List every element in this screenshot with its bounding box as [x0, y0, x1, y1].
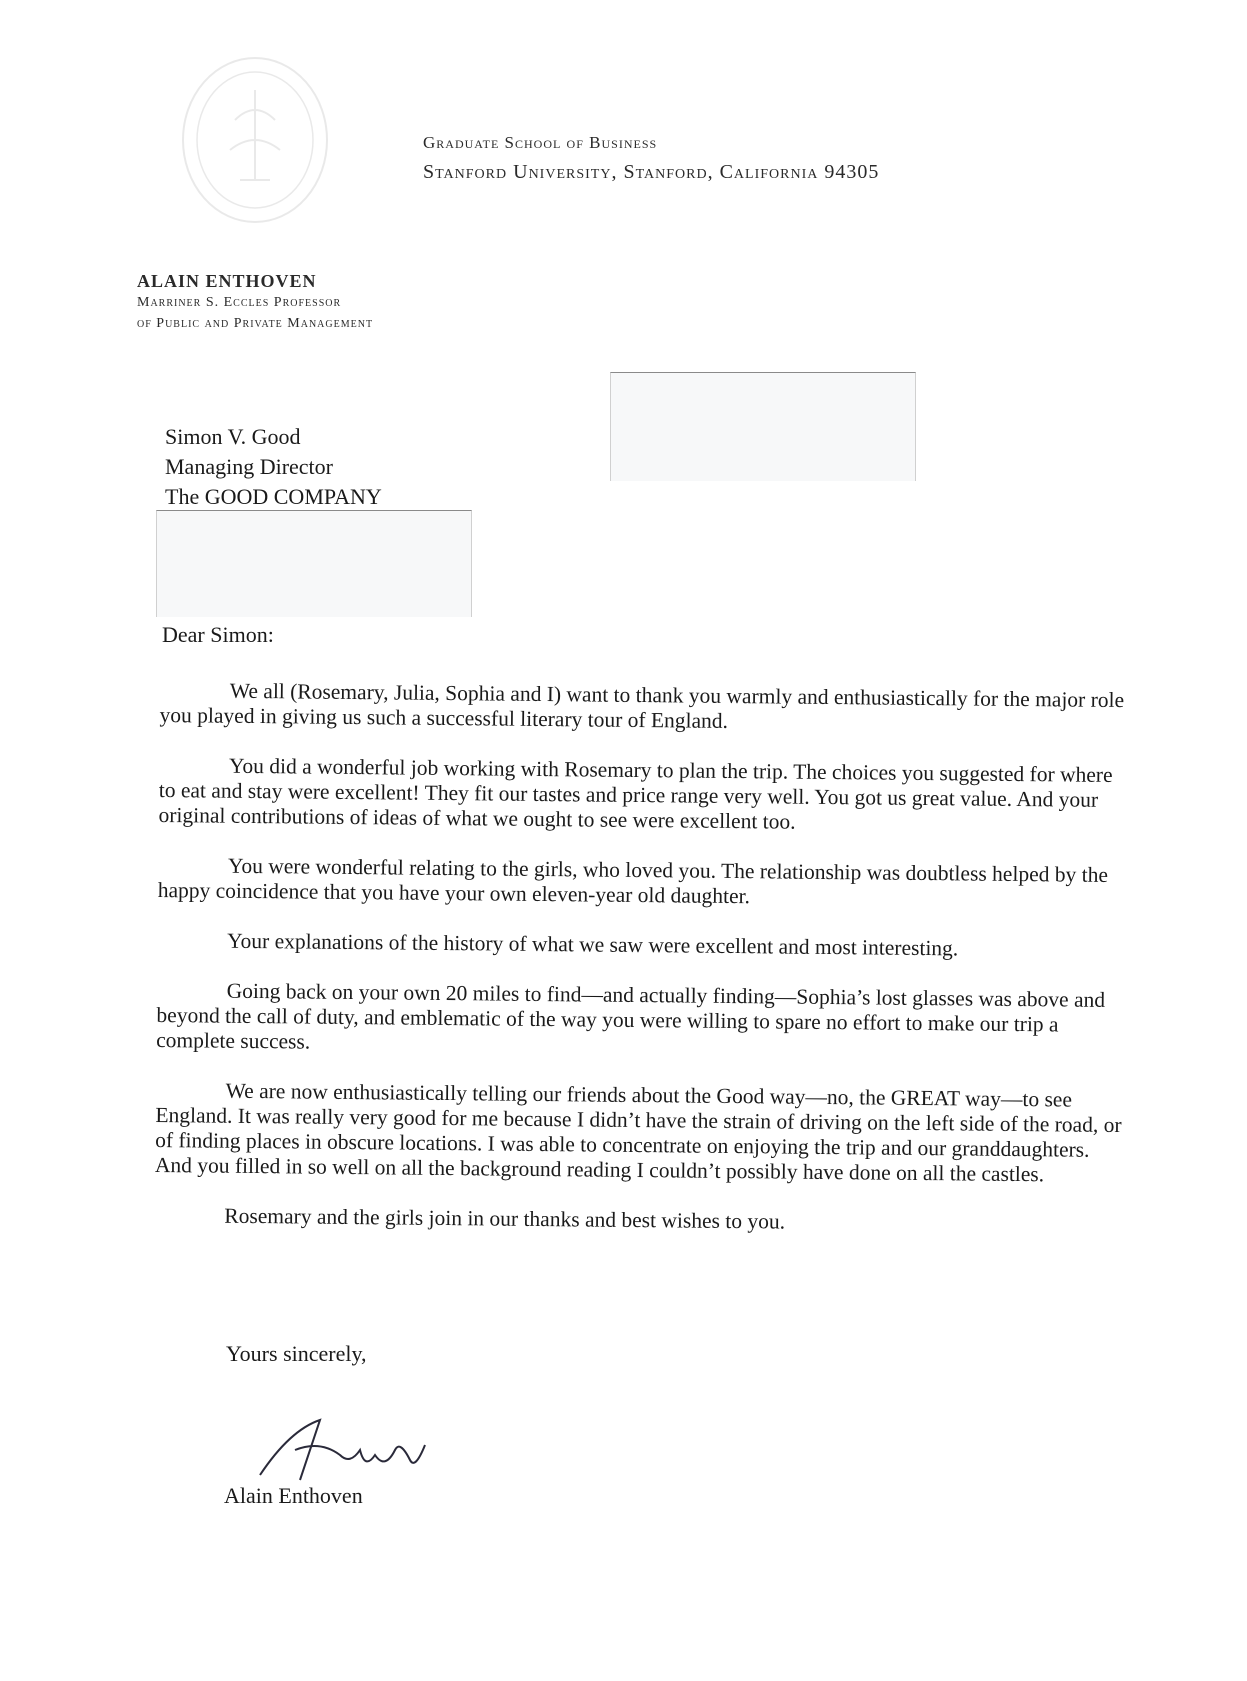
sender-title-line2: of Public and Private Management	[137, 316, 374, 331]
sender-title-line1: Marriner S. Eccles Professor	[137, 295, 342, 310]
redacted-area	[610, 372, 916, 481]
body-paragraph: We are now enthusiastically telling our friends about the Good way—no, the GREAT way—to see England. It was really very good for me because I didn’t have the strain of driving on the left side of the road, or of finding places in obscure locations. I was able to concentrate on enjoying the trip and our granddaughters. And you filled in so well on all the background reading I couldn’t possibly have done on all the castles.	[154, 1078, 1122, 1187]
closing: Yours sincerely,	[226, 1341, 367, 1366]
school-name: Graduate School of Business	[423, 133, 658, 152]
signed-name: Alain Enthoven	[224, 1483, 363, 1508]
recipient-name: Simon V. Good	[165, 424, 301, 449]
redacted-area	[156, 510, 472, 617]
signature-icon	[250, 1410, 450, 1490]
letter-body	[154, 678, 1135, 1263]
sender-name: ALAIN ENTHOVEN	[137, 271, 317, 291]
body-paragraph: Your explanations of the history of what we saw were excellent and most interesting.	[227, 928, 959, 961]
body-paragraph: You did a wonderful job working with Rosemary to plan the trip. The choices you suggested for where to eat and stay were excellent! They fit our tastes and price range very well. You got us great value. And your original contributions of ideas of what we ought to see were excellent too.	[158, 753, 1113, 834]
recipient-block	[165, 422, 382, 512]
body-paragraph: We all (Rosemary, Julia, Sophia and I) want to thank you warmly and enthusiastically for the major role you played in giving us such a successful literary tour of England.	[159, 678, 1125, 733]
sender-block	[137, 270, 373, 334]
letterhead	[423, 132, 879, 186]
recipient-company: The GOOD COMPANY	[165, 484, 382, 509]
body-paragraph: Rosemary and the girls join in our thanks and best wishes to you.	[224, 1203, 786, 1234]
university-seal-icon	[175, 50, 335, 230]
body-paragraph: Going back on your own 20 miles to find—and actually finding—Sophia’s lost glasses was above and beyond the call of duty, and emblematic of the way you were willing to spare no effort to make our trip a complete success.	[156, 978, 1106, 1054]
body-paragraph: You were wonderful relating to the girls, who loved you. The relationship was doubtless helped by the happy coincidence that you have your own eleven-year old daughter.	[157, 853, 1109, 909]
recipient-role: Managing Director	[165, 454, 333, 479]
salutation: Dear Simon:	[162, 622, 274, 647]
school-address: Stanford University, Stanford, California 94305	[423, 161, 880, 183]
